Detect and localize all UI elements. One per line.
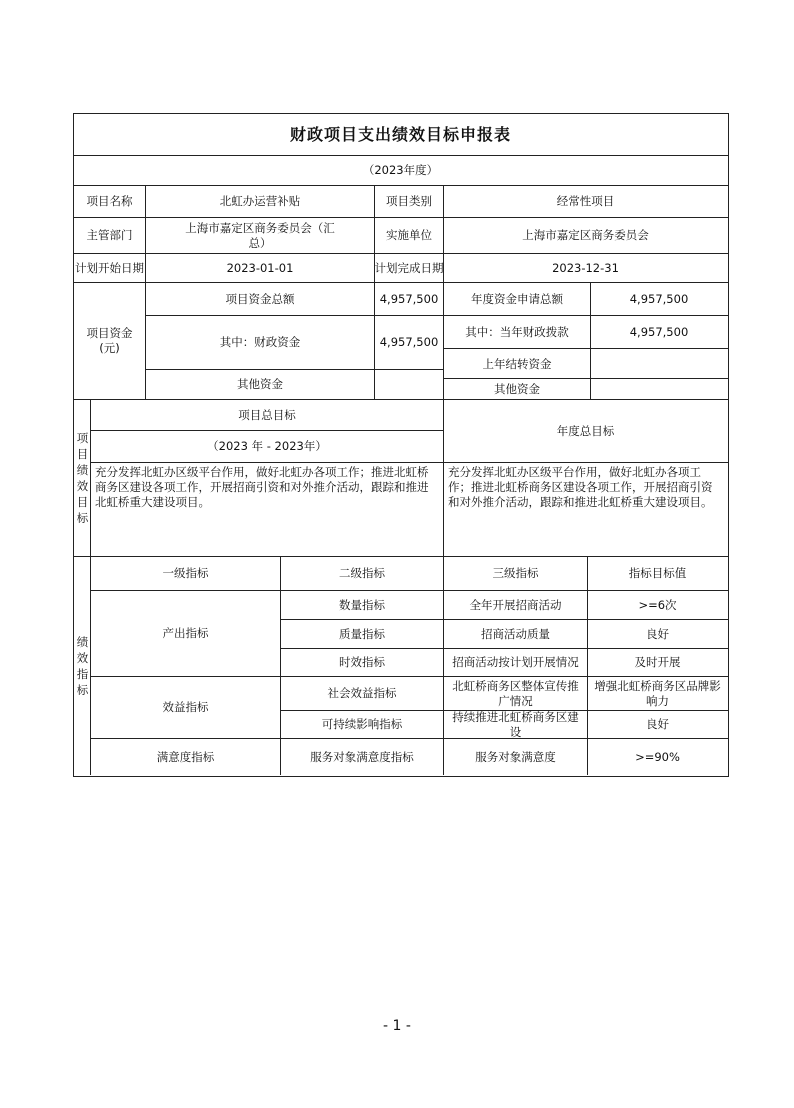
project-name-value: 北虹办运营补贴 [219,194,301,208]
table-row-l3: 服务对象满意度 [475,749,556,764]
level3-header: 三级指标 [492,566,539,580]
table-row-l3: 全年开展招商活动 [469,597,562,612]
table-row-l3: 北虹桥商务区整体宣传推广情况 [452,678,579,708]
goals-label: 项目绩效目标 [76,431,89,525]
satisfaction-indicator-label: 满意度指标 [156,749,215,764]
other-funds-label: 其他资金 [237,377,283,391]
project-name-label: 项目名称 [86,194,133,208]
page-number: - 1 - [383,1018,411,1034]
table-row-l2: 时效指标 [339,655,385,669]
implementer-label: 实施单位 [386,228,432,242]
department-value: 上海市嘉定区商务委员会（汇总） [185,220,335,250]
start-date-value: 2023-01-01 [226,260,294,275]
table-row-target: >=90% [635,749,680,764]
carryover-label: 上年结转资金 [482,356,552,371]
start-date-label: 计划开始日期 [75,260,144,275]
target-value-header: 指标目标值 [628,566,687,580]
other-funds-right-value [591,379,727,399]
table-row-l2: 数量指标 [339,597,385,612]
table-row-l2: 社会效益指标 [327,686,397,700]
table-row-target: 增强北虹桥商务区品牌影响力 [594,678,721,708]
end-date-value: 2023-12-31 [552,260,619,275]
indicators-label: 绩效指标 [76,635,89,697]
table-row-l3: 招商活动质量 [481,626,550,641]
benefit-indicator-label: 效益指标 [162,700,209,714]
funds-label: 项目资金 (元) [86,326,133,355]
department-label: 主管部门 [86,228,133,242]
other-funds-value [375,370,443,399]
overall-goal-period: （2023 年 - 2023年） [207,439,327,453]
table-row-l2: 质量指标 [339,626,385,641]
table-row-l3: 持续推进北虹桥商务区建设 [452,709,579,739]
overall-goal-label: 项目总目标 [238,407,296,422]
fiscal-funds-value: 4,957,500 [379,335,439,349]
overall-goal-text: 充分发挥北虹办区级平台作用，做好北虹办各项工作；推进北虹桥商务区建设各项工作，开展招商引资和对外推介活动，跟踪和推进北虹桥重大建设项目。 [95,465,429,509]
fiscal-funds-label: 其中：财政资金 [219,335,301,349]
table-row-l2: 服务对象满意度指标 [310,749,414,764]
level2-header: 二级指标 [339,566,385,580]
page-title: 财政项目支出绩效目标申报表 [289,125,511,144]
current-year-fiscal-label: 其中：当年财政拨款 [465,324,569,339]
annual-goal-text: 充分发挥北虹办区级平台作用，做好北虹办各项工作；推进北虹桥商务区建设各项工作，开展招商引资和对外推介活动，跟踪和推进北虹桥重大建设项目。 [448,465,713,509]
total-funds-value: 4,957,500 [379,291,439,306]
annual-total-value: 4,957,500 [629,291,689,306]
output-indicator-label: 产出指标 [162,626,209,640]
level1-header: 一级指标 [162,566,209,580]
project-category-value: 经常性项目 [556,194,615,208]
annual-total-label: 年度资金申请总额 [471,291,563,306]
fiscal-year: （2023年度） [362,163,439,177]
table-row-l2: 可持续影响指标 [321,717,403,731]
implementer-value: 上海市嘉定区商务委员会 [522,228,649,242]
table-row-target: 良好 [646,717,669,731]
current-year-fiscal-value: 4,957,500 [629,324,689,339]
annual-goal-label: 年度总目标 [556,423,615,438]
carryover-value [591,349,727,379]
table-row-target: >=6次 [638,597,677,612]
project-category-label: 项目类别 [386,194,432,208]
other-funds-right-label: 其他资金 [494,381,540,396]
table-row-target: 良好 [646,626,669,641]
end-date-label: 计划完成日期 [374,260,444,275]
table-row-l3: 招商活动按计划开展情况 [452,655,579,669]
table-row-target: 及时开展 [634,655,681,669]
total-funds-label: 项目资金总额 [225,291,295,306]
